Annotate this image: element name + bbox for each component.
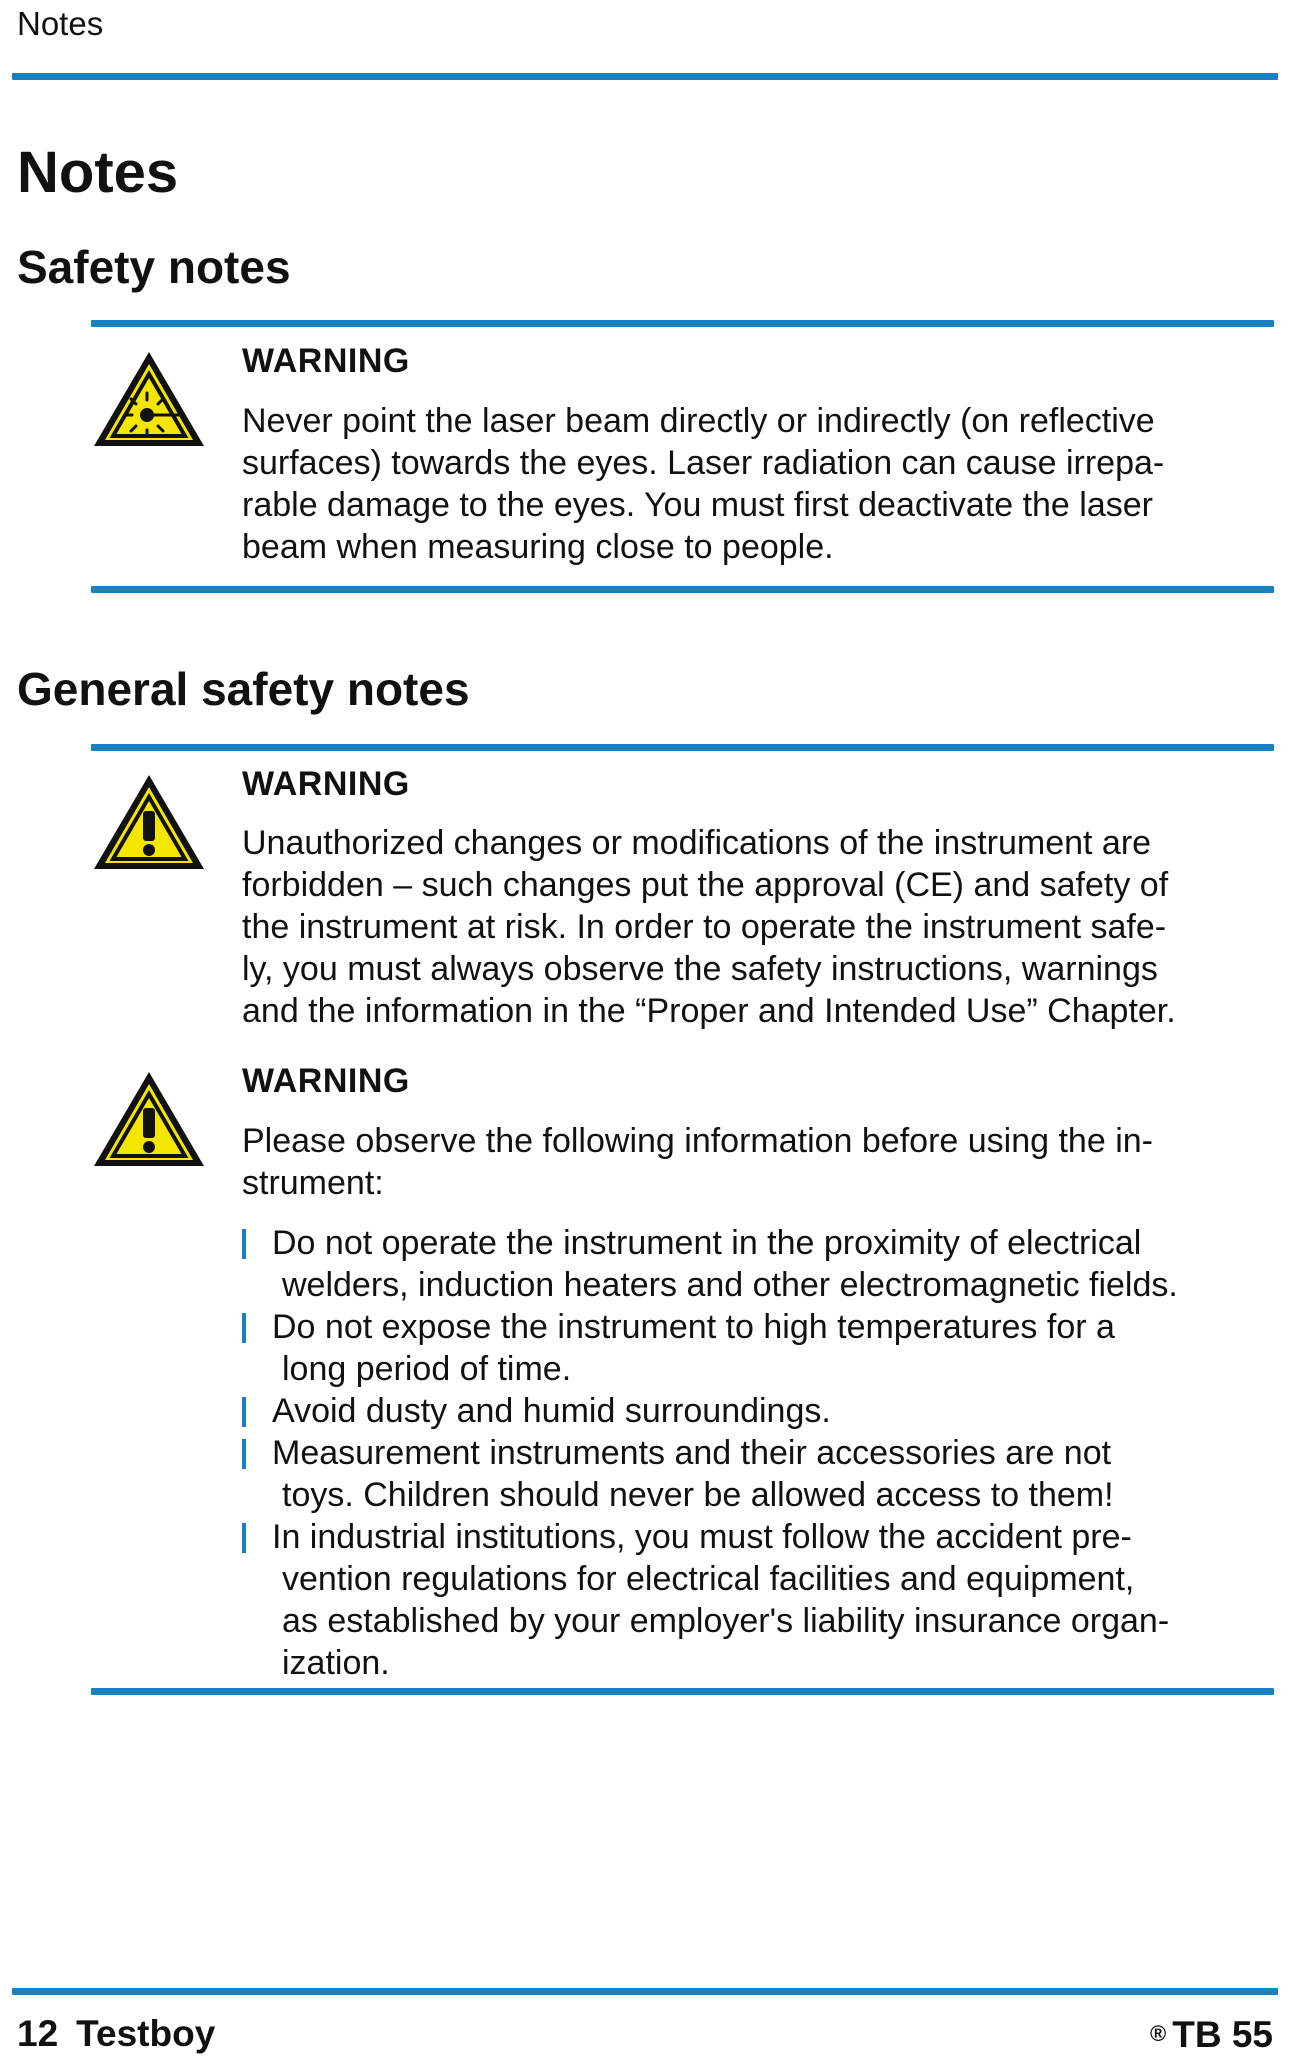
- warning-label: WARNING: [242, 342, 410, 380]
- warning-text-line: the instrument at risk. In order to operate the instrument safe-: [242, 908, 1167, 946]
- list-item-line: vention regulations for electrical facilities and equipment,: [282, 1560, 1135, 1598]
- bullet-marker: [242, 1229, 246, 1259]
- page-title: Notes: [17, 140, 179, 205]
- list-item-line: toys. Children should never be allowed access to them!: [282, 1476, 1114, 1514]
- running-header: Notes: [17, 5, 104, 42]
- safety-notes-top-rule: [91, 320, 1274, 327]
- warning-text-line: ly, you must always observe the safety instructions, warnings: [242, 950, 1158, 988]
- footer-rule: [12, 1988, 1278, 1995]
- list-item-line: welders, induction heaters and other electromagnetic fields.: [282, 1266, 1178, 1304]
- laser-warning-icon: [90, 348, 208, 452]
- list-item-line: ization.: [282, 1644, 390, 1682]
- header-rule: [12, 73, 1278, 80]
- safety-notes-bottom-rule: [91, 586, 1274, 593]
- warning-label: WARNING: [242, 1062, 410, 1100]
- warning-text-line: Never point the laser beam directly or indirectly (on reflective: [242, 402, 1155, 440]
- list-item-line: as established by your employer's liability insurance organ-: [282, 1602, 1170, 1640]
- list-item-line: Do not operate the instrument in the proximity of electrical: [272, 1224, 1142, 1262]
- bullet-marker: [242, 1439, 246, 1469]
- general-safety-notes-top-rule: [91, 744, 1274, 751]
- footer-left: [17, 2012, 215, 2056]
- list-item-line: In industrial institutions, you must follow the accident pre-: [272, 1518, 1132, 1556]
- section-title-general-safety-notes: General safety notes: [17, 663, 470, 715]
- bullet-marker: [242, 1313, 246, 1343]
- warning-text-line: surfaces) towards the eyes. Laser radiation can cause irrepa-: [242, 444, 1165, 482]
- warning-text-line: rable damage to the eyes. You must first deactivate the laser: [242, 486, 1153, 524]
- warning-text-line: Unauthorized changes or modifications of the instrument are: [242, 824, 1152, 862]
- exclamation-warning-icon: [90, 771, 208, 875]
- list-item-line: Measurement instruments and their accessories are not: [272, 1434, 1112, 1472]
- warning-text-line: forbidden – such changes put the approval (CE) and safety of: [242, 866, 1169, 904]
- warning-text-line: beam when measuring close to people.: [242, 528, 834, 566]
- bullet-marker: [242, 1397, 246, 1427]
- warning-intro-line: strument:: [242, 1164, 384, 1202]
- warning-text: [242, 400, 1252, 568]
- list-item-line: Do not expose the instrument to high temperatures for a: [272, 1308, 1115, 1346]
- warning-label: WARNING: [242, 765, 410, 803]
- footer-brand: Testboy: [76, 2013, 216, 2054]
- warning-intro: [242, 1120, 1252, 1204]
- footer-right: [1150, 2012, 1273, 2057]
- exclamation-warning-icon: [90, 1068, 208, 1172]
- general-safety-notes-bottom-rule: [91, 1688, 1274, 1695]
- warning-intro-line: Please observe the following information before using the in-: [242, 1122, 1153, 1160]
- list-item-line: long period of time.: [282, 1350, 572, 1388]
- warning-text: [242, 822, 1252, 1032]
- section-title-safety-notes: Safety notes: [17, 241, 291, 293]
- list-item-line: Avoid dusty and humid surroundings.: [272, 1392, 831, 1430]
- bullet-marker: [242, 1523, 246, 1553]
- page-number: 12: [17, 2013, 59, 2054]
- footer-model: TB 55: [1172, 2014, 1273, 2055]
- registered-mark: ®: [1150, 2021, 1167, 2046]
- warning-text-line: and the information in the “Proper and Intended Use” Chapter.: [242, 992, 1176, 1030]
